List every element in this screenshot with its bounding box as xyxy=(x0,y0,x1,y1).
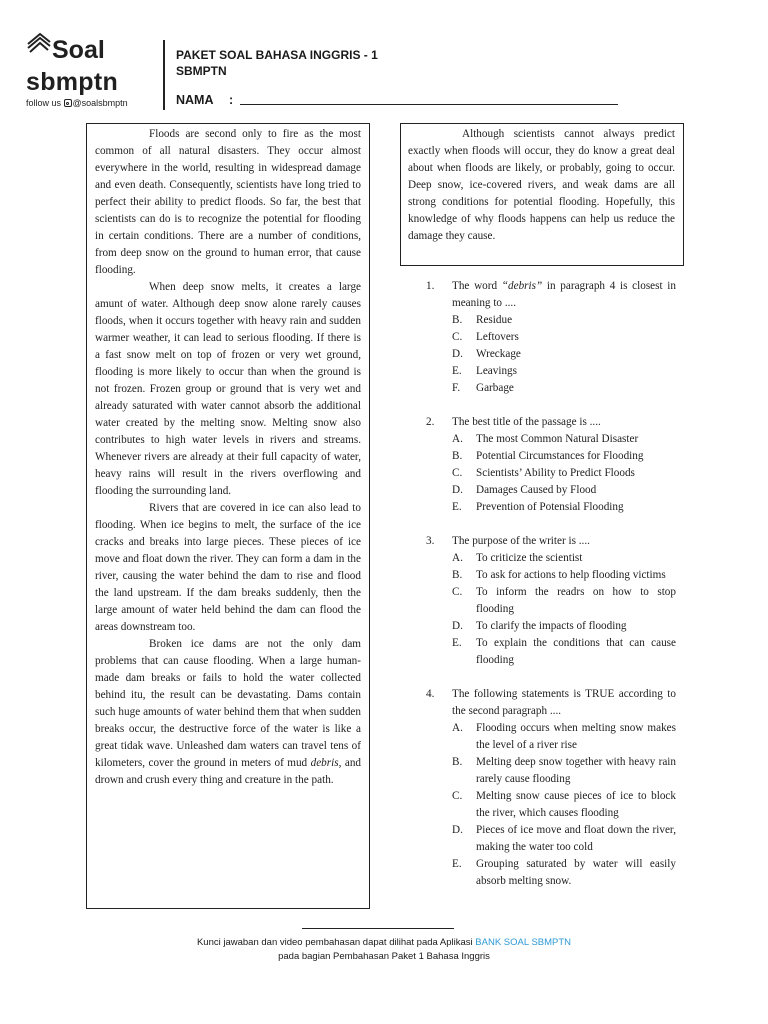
option-text: Wreckage xyxy=(476,348,521,360)
option-letter: E. xyxy=(452,858,462,870)
option-text: Prevention of Potensial Flooding xyxy=(476,501,624,513)
option-letter: D. xyxy=(452,348,463,360)
passage-paragraph-1: Floods are second only to fire as the most common of all natural disasters. They occur almost everywhere in the world, resulting in widespread damage and even death. Consequently, scientists have long tried to perfect their ability to predict floods. So far, the best that scientists can do is to recognize the potential for flooding in certain conditions. There are a number of conditions, from deep snow on the ground to human error, that cause flooding. xyxy=(95,128,361,276)
option-letter: D. xyxy=(452,620,463,632)
answer-option[interactable] xyxy=(452,448,676,465)
option-letter: E. xyxy=(452,365,462,377)
option-letter: C. xyxy=(452,790,463,802)
answer-option[interactable] xyxy=(452,465,676,482)
passage-paragraph-5: Although scientists cannot always predict exactly when floods will occur, they do know a great deal about when floods are likely, or probably, going to occur. Deep snow, ice-covered rivers, and weak dams are all strong conditions for potential flooding. Hopefully, this knowledge of why floods happens can help us reduce the damage they cause. xyxy=(408,128,675,242)
question-item xyxy=(426,278,676,397)
answer-option[interactable] xyxy=(452,550,676,567)
answer-option[interactable] xyxy=(452,482,676,499)
option-text: To clarify the impacts of flooding xyxy=(476,620,627,632)
option-text: Melting snow cause pieces of ice to block the river, which causes flooding xyxy=(476,790,676,819)
option-text: Garbage xyxy=(476,382,514,394)
question-number: 3. xyxy=(426,535,435,547)
stem-quoted-word: “debris” xyxy=(501,280,543,292)
option-letter: B. xyxy=(452,314,463,326)
option-text: To ask for actions to help flooding victims xyxy=(476,569,666,581)
answer-option[interactable] xyxy=(452,584,676,618)
option-text: Scientists’ Ability to Predict Floods xyxy=(476,467,635,479)
footer-text: Kunci jawaban dan video pembahasan dapat dilihat pada Aplikasi xyxy=(196,937,476,948)
answer-option[interactable] xyxy=(452,618,676,635)
option-letter: A. xyxy=(452,433,463,445)
instagram-handle: @soalsbmptn xyxy=(72,98,128,108)
option-letter: D. xyxy=(452,484,463,496)
option-text: Residue xyxy=(476,314,513,326)
answer-option[interactable] xyxy=(452,788,676,822)
option-letter: C. xyxy=(452,331,463,343)
footer-line-2: pada bagian Pembahasan Paket 1 Bahasa Inggris xyxy=(278,951,490,962)
option-text: To inform the readrs on how to stop flooding xyxy=(476,586,676,615)
paragraph-4-end: and drown and crush every thing and creature in the path. xyxy=(95,757,362,786)
option-text: Potential Circumstances for Flooding xyxy=(476,450,644,462)
stacked-papers-icon xyxy=(24,30,54,64)
question-stem: The purpose of the writer is .... xyxy=(452,535,590,547)
name-input-line[interactable] xyxy=(240,104,618,105)
name-label: NAMA xyxy=(176,93,214,107)
paper-subtitle: SBMPTN xyxy=(176,64,227,78)
header-divider xyxy=(163,40,165,110)
option-text: Melting deep snow together with heavy rain rarely cause flooding xyxy=(476,756,676,785)
answer-option[interactable] xyxy=(452,363,676,380)
answer-option[interactable] xyxy=(452,567,676,584)
option-text: To explain the conditions that can cause flooding xyxy=(476,637,676,666)
option-letter: A. xyxy=(452,552,463,564)
passage-continuation-box xyxy=(400,123,684,266)
answer-option[interactable] xyxy=(452,856,676,890)
option-letter: B. xyxy=(452,450,463,462)
passage-paragraph-2: When deep snow melts, it creates a large amunt of water. Although deep snow alone rarely causes floods, when it occurs together with heavy rain and sudden warmer weather, it can lead to serious flooding. If there is a fast snow melt on top of frozen or very wet ground, flooding is more likely to occur than when the ground is not frozen. Frozen group or ground that is very wet and already saturated with water cannot absorb the additional water created by the melting snow. Melting snow also contributes to high water levels in rivers and streams. Whenever rivers are already at their full capacity of water, heavy rains will result in the rivers overflowing and flooding the surrounding land. xyxy=(95,281,361,497)
name-colon: : xyxy=(229,93,234,107)
option-letter: C. xyxy=(452,467,463,479)
paragraph-4-text: Broken ice dams are not the only dam problems that can cause flooding. When a large human-made dam breaks or fails to hold the water collected behind itu, the result can be devastating. Dams contain such huge amounts of water behind them that when sudden breaks occur, the destructive force of the water is like a great tidak wave. Unleashed dam waters can travel tens of kilometers, cover the ground in meters of mud xyxy=(95,638,361,769)
passage-paragraph-4 xyxy=(95,636,361,789)
option-text: Flooding occurs when melting snow makes the level of a river rise xyxy=(476,722,676,751)
question-stem: The following statements is TRUE according to the second paragraph .... xyxy=(452,688,676,717)
logo-word-soal: Soal xyxy=(52,36,105,64)
footer-note xyxy=(0,936,768,964)
question-item xyxy=(426,686,676,890)
reading-passage-box xyxy=(86,123,370,909)
option-letter: B. xyxy=(452,569,463,581)
option-text: The most Common Natural Disaster xyxy=(476,433,639,445)
question-item xyxy=(426,414,676,516)
logo-word-sbmptn: sbmptn xyxy=(26,68,119,96)
question-stem xyxy=(452,278,676,312)
answer-option[interactable] xyxy=(452,822,676,856)
option-letter: C. xyxy=(452,586,463,598)
footer-line-1 xyxy=(0,936,768,950)
paper-title: PAKET SOAL BAHASA INGGRIS - 1 xyxy=(176,48,378,62)
footer-divider xyxy=(302,928,454,929)
stem-text-end: in paragraph 4 is closest in meaning to .... xyxy=(452,280,676,309)
answer-option[interactable] xyxy=(452,720,676,754)
option-text: To criticize the scientist xyxy=(476,552,583,564)
answer-option[interactable] xyxy=(452,380,676,397)
option-letter: D. xyxy=(452,824,463,836)
option-text: Leftovers xyxy=(476,331,519,343)
question-number: 2. xyxy=(426,416,435,428)
follow-us-text: follow us xyxy=(26,98,62,108)
answer-option[interactable] xyxy=(452,329,676,346)
answer-option[interactable] xyxy=(452,499,676,516)
debris-word: debris, xyxy=(310,757,342,769)
stem-text: The word xyxy=(452,280,502,292)
option-letter: B. xyxy=(452,756,463,768)
question-number: 1. xyxy=(426,280,435,292)
instagram-icon xyxy=(64,99,72,107)
option-letter: F. xyxy=(452,382,461,394)
option-text: Grouping saturated by water will easily absorb melting snow. xyxy=(476,858,676,887)
option-letter: E. xyxy=(452,501,462,513)
passage-paragraph-3: Rivers that are covered in ice can also lead to flooding. When ice begins to melt, the surface of the ice cracks and breaks into large pieces. These pieces of ice move and float down the river. They can form a dam in the river, causing the water behind the dam to rise and flood the land upstream. If the dam breaks suddenly, then the large amount of water held behind the dam can flood the areas downstream too. xyxy=(95,502,361,633)
question-number: 4. xyxy=(426,688,435,700)
option-text: Leavings xyxy=(476,365,518,377)
answer-option[interactable] xyxy=(452,431,676,448)
question-stem: The best title of the passage is .... xyxy=(452,416,601,428)
soal-sbmptn-logo xyxy=(24,28,144,110)
answer-option[interactable] xyxy=(452,754,676,788)
question-list xyxy=(426,278,676,907)
option-text: Pieces of ice move and float down the river, making the water too cold xyxy=(476,824,676,853)
question-item xyxy=(426,533,676,669)
logo-follow-line xyxy=(26,98,128,108)
answer-option[interactable] xyxy=(452,312,676,329)
app-name-link[interactable]: BANK SOAL SBMPTN xyxy=(475,937,572,948)
answer-option[interactable] xyxy=(452,346,676,363)
answer-option[interactable] xyxy=(452,635,676,669)
option-text: Damages Caused by Flood xyxy=(476,484,597,496)
option-letter: A. xyxy=(452,722,463,734)
option-letter: E. xyxy=(452,637,462,649)
